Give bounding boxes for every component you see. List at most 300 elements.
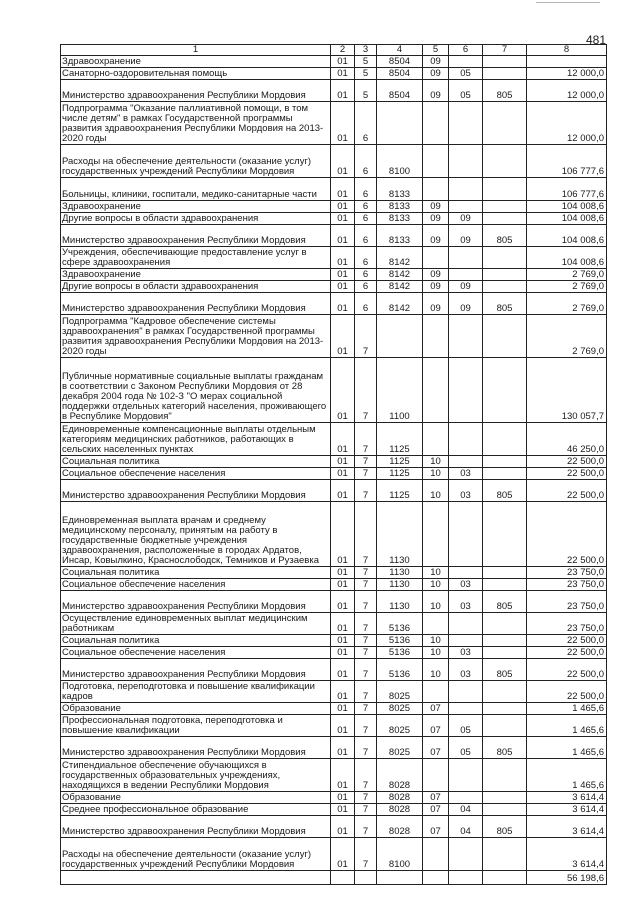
code-program-cell: 7 <box>355 480 377 502</box>
code-expense-type-cell <box>483 358 527 423</box>
item-name-cell: Министерство здравоохранения Республики Мордовия <box>61 591 331 613</box>
amount-cell: 1 465,6 <box>527 703 607 715</box>
item-name-cell: Образование <box>61 792 331 804</box>
amount-cell: 130 057,7 <box>527 358 607 423</box>
code-target-cell: 8133 <box>377 201 423 213</box>
code-target-cell: 5136 <box>377 613 423 635</box>
code-ministry-cell: 01 <box>331 145 355 178</box>
code-section-cell: 10 <box>423 468 449 480</box>
item-name-cell: Образование <box>61 703 331 715</box>
code-program-cell: 7 <box>355 759 377 792</box>
amount-cell: 23 750,0 <box>527 591 607 613</box>
table-row <box>61 871 607 885</box>
amount-cell: 23 750,0 <box>527 613 607 635</box>
item-name-cell: Министерство здравоохранения Республики Мордовия <box>61 816 331 838</box>
code-section-cell: 10 <box>423 567 449 579</box>
code-target-cell: 5136 <box>377 647 423 659</box>
column-header: 5 <box>423 45 449 56</box>
code-target-cell: 8504 <box>377 68 423 80</box>
code-section-cell <box>423 871 449 885</box>
code-program-cell: 5 <box>355 68 377 80</box>
item-name-cell: Здравоохранение <box>61 56 331 68</box>
item-name-cell: Единовременные компенсационные выплаты отдельным категориям медицинских работников, работающих в сельских населенных пунктах <box>61 423 331 456</box>
item-name-cell: Санаторно-оздоровительная помощь <box>61 68 331 80</box>
code-expense-type-cell: 805 <box>483 480 527 502</box>
code-section-cell: 10 <box>423 456 449 468</box>
code-ministry-cell: 01 <box>331 567 355 579</box>
item-name-cell: Расходы на обеспечение деятельности (оказание услуг) государственных учреждений Республики Мордовия <box>61 838 331 871</box>
code-program-cell: 6 <box>355 213 377 225</box>
code-target-cell: 8133 <box>377 225 423 247</box>
code-program-cell: 7 <box>355 737 377 759</box>
code-expense-type-cell <box>483 567 527 579</box>
item-name-cell: Министерство здравоохранения Республики Мордовия <box>61 480 331 502</box>
code-expense-type-cell <box>483 102 527 145</box>
code-target-cell: 8025 <box>377 681 423 703</box>
item-name-cell: Подпрограмма "Оказание паллиативной помощи, в том числе детям" в рамках Государственной программы развития здравоохранения Республики Мордовия на 2013-2020 годы <box>61 102 331 145</box>
code-section-cell <box>423 102 449 145</box>
code-subsection-cell: 03 <box>449 579 483 591</box>
code-program-cell: 7 <box>355 456 377 468</box>
table-row <box>61 247 607 269</box>
table-row <box>61 178 607 201</box>
table-row <box>61 792 607 804</box>
code-ministry-cell: 01 <box>331 816 355 838</box>
code-section-cell: 09 <box>423 269 449 281</box>
code-section-cell <box>423 502 449 567</box>
code-section-cell: 09 <box>423 293 449 315</box>
code-section-cell: 09 <box>423 80 449 102</box>
item-name-cell: Профессиональная подготовка, переподготовка и повышение квалификации <box>61 715 331 737</box>
code-program-cell: 7 <box>355 567 377 579</box>
code-subsection-cell <box>449 423 483 456</box>
table-row <box>61 816 607 838</box>
code-target-cell: 8100 <box>377 838 423 871</box>
code-subsection-cell: 03 <box>449 647 483 659</box>
item-name-cell: Учреждения, обеспечивающие предоставление услуг в сфере здравоохранения <box>61 247 331 269</box>
code-target-cell: 1125 <box>377 480 423 502</box>
column-header: 8 <box>527 45 607 56</box>
column-header: 6 <box>449 45 483 56</box>
code-ministry-cell: 01 <box>331 838 355 871</box>
table-row <box>61 68 607 80</box>
code-target-cell: 8142 <box>377 269 423 281</box>
code-subsection-cell: 09 <box>449 213 483 225</box>
code-subsection-cell: 03 <box>449 659 483 681</box>
code-ministry-cell: 01 <box>331 792 355 804</box>
amount-cell: 22 500,0 <box>527 681 607 703</box>
code-section-cell: 10 <box>423 659 449 681</box>
code-program-cell: 5 <box>355 56 377 68</box>
code-section-cell <box>423 423 449 456</box>
code-subsection-cell <box>449 456 483 468</box>
code-expense-type-cell <box>483 681 527 703</box>
amount-cell: 3 614,4 <box>527 816 607 838</box>
code-subsection-cell <box>449 102 483 145</box>
code-subsection-cell <box>449 247 483 269</box>
code-target-cell: 8028 <box>377 804 423 816</box>
code-target-cell <box>377 871 423 885</box>
code-expense-type-cell: 805 <box>483 293 527 315</box>
item-name-cell: Единовременная выплата врачам и среднему медицинскому персоналу, принятым на работу в государственные бюджетные учреждения здравоохранения, расположенные в городах Ардатов, Инсар, Ковылкино, Краснослободск, Темников и Рузаевка <box>61 502 331 567</box>
code-expense-type-cell <box>483 423 527 456</box>
code-program-cell: 6 <box>355 269 377 281</box>
code-target-cell: 1100 <box>377 358 423 423</box>
table-row <box>61 647 607 659</box>
code-program-cell: 6 <box>355 201 377 213</box>
code-program-cell: 7 <box>355 715 377 737</box>
page-number: 481 <box>586 33 607 47</box>
code-expense-type-cell: 805 <box>483 737 527 759</box>
code-target-cell: 8142 <box>377 293 423 315</box>
code-target-cell: 8504 <box>377 56 423 68</box>
column-header: 3 <box>355 45 377 56</box>
code-expense-type-cell <box>483 838 527 871</box>
amount-cell: 3 614,4 <box>527 792 607 804</box>
code-program-cell: 7 <box>355 681 377 703</box>
item-name-cell: Здравоохранение <box>61 201 331 213</box>
code-ministry-cell: 01 <box>331 681 355 703</box>
code-section-cell: 07 <box>423 715 449 737</box>
item-name-cell: Другие вопросы в области здравоохранения <box>61 213 331 225</box>
code-expense-type-cell <box>483 703 527 715</box>
amount-cell: 2 769,0 <box>527 315 607 358</box>
code-subsection-cell <box>449 358 483 423</box>
code-program-cell <box>355 871 377 885</box>
code-ministry-cell <box>331 871 355 885</box>
item-name-cell: Социальное обеспечение населения <box>61 579 331 591</box>
code-section-cell: 07 <box>423 792 449 804</box>
code-target-cell: 5136 <box>377 635 423 647</box>
code-program-cell: 7 <box>355 423 377 456</box>
code-target-cell: 8025 <box>377 737 423 759</box>
item-name-cell: Другие вопросы в области здравоохранения <box>61 281 331 293</box>
table-body <box>61 56 607 885</box>
table-row <box>61 613 607 635</box>
code-ministry-cell: 01 <box>331 715 355 737</box>
code-expense-type-cell <box>483 647 527 659</box>
code-program-cell: 7 <box>355 647 377 659</box>
code-expense-type-cell <box>483 315 527 358</box>
code-subsection-cell <box>449 315 483 358</box>
code-program-cell: 7 <box>355 502 377 567</box>
item-name-cell: Социальное обеспечение населения <box>61 468 331 480</box>
code-section-cell: 09 <box>423 56 449 68</box>
code-subsection-cell: 05 <box>449 737 483 759</box>
code-ministry-cell: 01 <box>331 480 355 502</box>
amount-cell: 1 465,6 <box>527 715 607 737</box>
code-expense-type-cell: 805 <box>483 80 527 102</box>
amount-cell: 2 769,0 <box>527 281 607 293</box>
code-expense-type-cell <box>483 178 527 201</box>
code-expense-type-cell: 805 <box>483 816 527 838</box>
amount-cell: 12 000,0 <box>527 68 607 80</box>
code-program-cell: 6 <box>355 281 377 293</box>
code-target-cell: 8028 <box>377 792 423 804</box>
code-subsection-cell <box>449 635 483 647</box>
code-subsection-cell <box>449 145 483 178</box>
code-program-cell: 6 <box>355 247 377 269</box>
amount-cell: 23 750,0 <box>527 579 607 591</box>
code-expense-type-cell: 805 <box>483 591 527 613</box>
code-expense-type-cell <box>483 145 527 178</box>
amount-cell: 22 500,0 <box>527 480 607 502</box>
code-ministry-cell: 01 <box>331 804 355 816</box>
amount-cell: 46 250,0 <box>527 423 607 456</box>
code-program-cell: 7 <box>355 358 377 423</box>
amount-cell: 23 750,0 <box>527 567 607 579</box>
code-ministry-cell: 01 <box>331 213 355 225</box>
code-section-cell <box>423 838 449 871</box>
item-name-cell: Стипендиальное обеспечение обучающихся в государственных образовательных учреждениях, находящихся в ведении Республики Мордовия <box>61 759 331 792</box>
item-name-cell: Осуществление единовременных выплат медицинским работникам <box>61 613 331 635</box>
table-row <box>61 201 607 213</box>
code-section-cell <box>423 247 449 269</box>
code-subsection-cell: 09 <box>449 293 483 315</box>
code-subsection-cell <box>449 201 483 213</box>
code-target-cell: 1125 <box>377 456 423 468</box>
code-section-cell: 07 <box>423 703 449 715</box>
table-row <box>61 502 607 567</box>
code-section-cell: 10 <box>423 635 449 647</box>
code-target-cell: 1125 <box>377 423 423 456</box>
amount-cell: 1 465,6 <box>527 737 607 759</box>
item-name-cell: Подготовка, переподготовка и повышение квалификации кадров <box>61 681 331 703</box>
column-header: 1 <box>61 45 331 56</box>
scan-edge-mark <box>536 2 600 3</box>
code-program-cell: 7 <box>355 579 377 591</box>
code-program-cell: 7 <box>355 613 377 635</box>
code-target-cell: 8028 <box>377 816 423 838</box>
amount-cell: 2 769,0 <box>527 269 607 281</box>
code-target-cell: 8025 <box>377 715 423 737</box>
code-ministry-cell: 01 <box>331 423 355 456</box>
table-row <box>61 468 607 480</box>
code-program-cell: 7 <box>355 838 377 871</box>
table-row <box>61 703 607 715</box>
code-target-cell <box>377 315 423 358</box>
code-ministry-cell: 01 <box>331 80 355 102</box>
code-program-cell: 7 <box>355 792 377 804</box>
code-subsection-cell <box>449 703 483 715</box>
table-row <box>61 567 607 579</box>
amount-cell: 106 777,6 <box>527 178 607 201</box>
item-name-cell: Министерство здравоохранения Республики Мордовия <box>61 225 331 247</box>
code-program-cell: 7 <box>355 591 377 613</box>
code-subsection-cell <box>449 56 483 68</box>
column-header: 2 <box>331 45 355 56</box>
code-ministry-cell: 01 <box>331 737 355 759</box>
item-name-cell: Министерство здравоохранения Республики Мордовия <box>61 659 331 681</box>
amount-cell: 104 008,6 <box>527 213 607 225</box>
code-ministry-cell: 01 <box>331 502 355 567</box>
code-target-cell: 8142 <box>377 281 423 293</box>
code-ministry-cell: 01 <box>331 247 355 269</box>
code-program-cell: 6 <box>355 102 377 145</box>
amount-cell: 1 465,6 <box>527 759 607 792</box>
code-target-cell: 1125 <box>377 468 423 480</box>
amount-cell: 2 769,0 <box>527 293 607 315</box>
table-row <box>61 281 607 293</box>
amount-cell: 3 614,4 <box>527 804 607 816</box>
code-expense-type-cell <box>483 213 527 225</box>
code-ministry-cell: 01 <box>331 703 355 715</box>
code-ministry-cell: 01 <box>331 56 355 68</box>
item-name-cell: Больницы, клиники, госпитали, медико-санитарные части <box>61 178 331 201</box>
amount-cell: 22 500,0 <box>527 468 607 480</box>
code-expense-type-cell <box>483 792 527 804</box>
code-expense-type-cell: 805 <box>483 659 527 681</box>
item-name-cell: Социальное обеспечение населения <box>61 647 331 659</box>
code-ministry-cell: 01 <box>331 269 355 281</box>
item-name-cell: Социальная политика <box>61 456 331 468</box>
code-expense-type-cell <box>483 871 527 885</box>
code-section-cell: 09 <box>423 201 449 213</box>
table-row <box>61 423 607 456</box>
code-subsection-cell: 03 <box>449 480 483 502</box>
code-subsection-cell <box>449 681 483 703</box>
item-name-cell <box>61 871 331 885</box>
code-section-cell: 09 <box>423 68 449 80</box>
code-ministry-cell: 01 <box>331 613 355 635</box>
code-subsection-cell <box>449 178 483 201</box>
code-section-cell <box>423 759 449 792</box>
code-program-cell: 7 <box>355 468 377 480</box>
table-row <box>61 269 607 281</box>
code-expense-type-cell <box>483 56 527 68</box>
code-subsection-cell <box>449 871 483 885</box>
code-expense-type-cell <box>483 201 527 213</box>
code-expense-type-cell <box>483 247 527 269</box>
code-section-cell: 09 <box>423 281 449 293</box>
code-target-cell: 8100 <box>377 145 423 178</box>
code-target-cell: 8025 <box>377 703 423 715</box>
code-section-cell: 09 <box>423 225 449 247</box>
code-subsection-cell <box>449 838 483 871</box>
table-row <box>61 715 607 737</box>
code-ministry-cell: 01 <box>331 201 355 213</box>
code-expense-type-cell <box>483 715 527 737</box>
code-section-cell <box>423 613 449 635</box>
code-subsection-cell: 09 <box>449 225 483 247</box>
table-row <box>61 358 607 423</box>
code-ministry-cell: 01 <box>331 102 355 145</box>
code-program-cell: 6 <box>355 293 377 315</box>
code-section-cell: 10 <box>423 591 449 613</box>
code-subsection-cell <box>449 759 483 792</box>
code-ministry-cell: 01 <box>331 635 355 647</box>
table-row <box>61 737 607 759</box>
table-row <box>61 456 607 468</box>
code-section-cell <box>423 315 449 358</box>
code-section-cell <box>423 358 449 423</box>
amount-cell: 104 008,6 <box>527 225 607 247</box>
table-row <box>61 804 607 816</box>
code-section-cell: 10 <box>423 579 449 591</box>
code-target-cell: 8133 <box>377 178 423 201</box>
code-section-cell: 07 <box>423 804 449 816</box>
code-subsection-cell <box>449 502 483 567</box>
code-target-cell: 8133 <box>377 213 423 225</box>
code-program-cell: 6 <box>355 178 377 201</box>
code-section-cell: 07 <box>423 737 449 759</box>
code-target-cell: 5136 <box>377 659 423 681</box>
table-row <box>61 213 607 225</box>
code-expense-type-cell <box>483 804 527 816</box>
code-ministry-cell: 01 <box>331 178 355 201</box>
code-target-cell: 1130 <box>377 591 423 613</box>
column-header: 7 <box>483 45 527 56</box>
code-program-cell: 7 <box>355 804 377 816</box>
code-subsection-cell: 05 <box>449 80 483 102</box>
code-expense-type-cell <box>483 68 527 80</box>
code-expense-type-cell: 805 <box>483 225 527 247</box>
table-row <box>61 315 607 358</box>
code-target-cell: 1130 <box>377 579 423 591</box>
code-expense-type-cell <box>483 456 527 468</box>
code-section-cell <box>423 681 449 703</box>
table-row <box>61 759 607 792</box>
item-name-cell: Министерство здравоохранения Республики Мордовия <box>61 737 331 759</box>
item-name-cell: Среднее профессиональное образование <box>61 804 331 816</box>
code-expense-type-cell <box>483 635 527 647</box>
table-row <box>61 579 607 591</box>
table-row <box>61 480 607 502</box>
code-expense-type-cell <box>483 579 527 591</box>
code-subsection-cell <box>449 269 483 281</box>
amount-cell: 22 500,0 <box>527 456 607 468</box>
code-subsection-cell: 09 <box>449 281 483 293</box>
code-target-cell: 8028 <box>377 759 423 792</box>
code-expense-type-cell <box>483 468 527 480</box>
table-row <box>61 80 607 102</box>
table-row <box>61 659 607 681</box>
code-program-cell: 6 <box>355 145 377 178</box>
amount-cell: 104 008,6 <box>527 201 607 213</box>
code-program-cell: 7 <box>355 659 377 681</box>
code-subsection-cell: 03 <box>449 591 483 613</box>
code-ministry-cell: 01 <box>331 68 355 80</box>
code-program-cell: 7 <box>355 635 377 647</box>
amount-cell: 22 500,0 <box>527 635 607 647</box>
table-row <box>61 56 607 68</box>
code-program-cell: 5 <box>355 80 377 102</box>
code-target-cell: 8142 <box>377 247 423 269</box>
code-target-cell: 1130 <box>377 502 423 567</box>
code-subsection-cell: 04 <box>449 816 483 838</box>
code-target-cell: 8504 <box>377 80 423 102</box>
code-subsection-cell: 05 <box>449 68 483 80</box>
code-target-cell: 1130 <box>377 567 423 579</box>
amount-cell: 22 500,0 <box>527 647 607 659</box>
amount-cell: 56 198,6 <box>527 871 607 885</box>
code-ministry-cell: 01 <box>331 591 355 613</box>
code-target-cell <box>377 102 423 145</box>
code-program-cell: 7 <box>355 703 377 715</box>
code-subsection-cell <box>449 567 483 579</box>
table-row <box>61 681 607 703</box>
code-ministry-cell: 01 <box>331 647 355 659</box>
code-ministry-cell: 01 <box>331 225 355 247</box>
amount-cell: 12 000,0 <box>527 80 607 102</box>
table-row <box>61 635 607 647</box>
amount-cell: 106 777,6 <box>527 145 607 178</box>
code-subsection-cell: 03 <box>449 468 483 480</box>
table-row <box>61 838 607 871</box>
item-name-cell: Социальная политика <box>61 635 331 647</box>
code-program-cell: 7 <box>355 816 377 838</box>
item-name-cell: Министерство здравоохранения Республики Мордовия <box>61 293 331 315</box>
